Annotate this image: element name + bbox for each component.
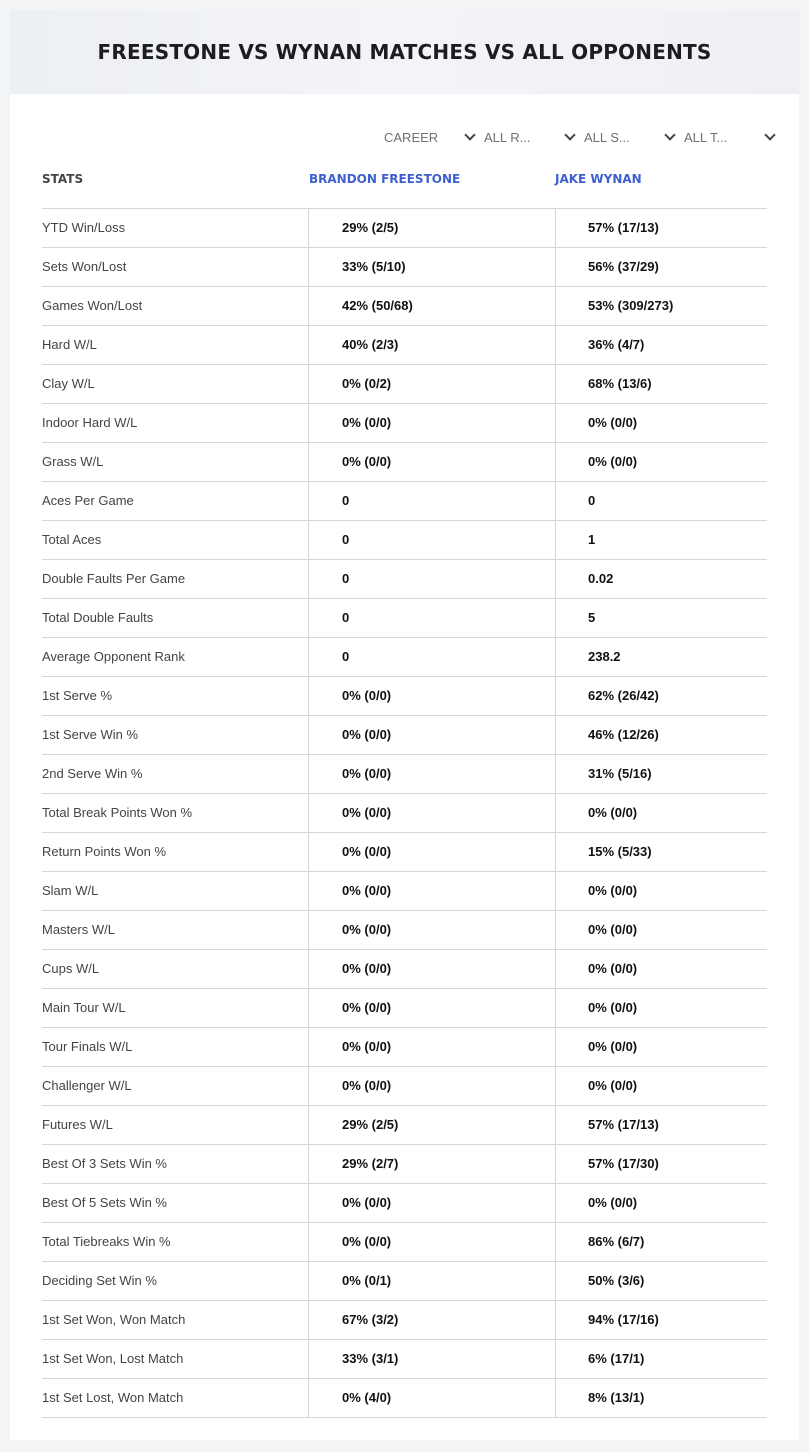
player2-value: 0% (0/0): [555, 911, 767, 949]
filter-bar: [384, 127, 784, 147]
player1-value: 0% (0/0): [308, 794, 554, 832]
player2-value: 1: [555, 521, 767, 559]
player1-value: 0% (0/0): [308, 1184, 554, 1222]
stat-label: 2nd Serve Win %: [42, 766, 143, 781]
player2-value: 57% (17/13): [555, 209, 767, 247]
stat-label: Grass W/L: [42, 454, 104, 469]
stat-label: Deciding Set Win %: [42, 1273, 157, 1288]
stat-label: 1st Serve Win %: [42, 727, 139, 742]
stat-label: Total Aces: [42, 532, 102, 547]
player1-value: 0% (0/0): [308, 1067, 554, 1105]
stat-label: YTD Win/Loss: [42, 220, 126, 235]
player2-value: 53% (309/273): [555, 287, 767, 325]
player2-value: 5: [555, 599, 767, 637]
stats-card: [10, 10, 799, 1440]
player1-value: 0% (0/0): [308, 872, 554, 910]
stat-label: Total Double Faults: [42, 610, 154, 625]
player2-value: 0% (0/0): [555, 989, 767, 1027]
player1-value: 40% (2/3): [308, 326, 554, 364]
filter-period-select[interactable]: [384, 127, 484, 147]
table-row: [42, 1262, 767, 1301]
table-row: [42, 1340, 767, 1379]
chevron-down-icon: [464, 129, 475, 140]
player2-value: 86% (6/7): [555, 1223, 767, 1261]
card-header: [10, 10, 799, 94]
player2-value: 8% (13/1): [555, 1379, 767, 1417]
player1-value: 42% (50/68): [308, 287, 554, 325]
player1-value: 33% (3/1): [308, 1340, 554, 1378]
table-row: [42, 911, 767, 950]
player1-value: 0% (0/0): [308, 677, 554, 715]
player2-value: 57% (17/13): [555, 1106, 767, 1144]
stat-label: Aces Per Game: [42, 493, 134, 508]
table-row: [42, 365, 767, 404]
player2-value: 0% (0/0): [555, 872, 767, 910]
stat-label: Indoor Hard W/L: [42, 415, 138, 430]
player2-value: 56% (37/29): [555, 248, 767, 286]
player2-link[interactable]: JAKE WYNAN: [555, 172, 642, 186]
table-row: [42, 1145, 767, 1184]
player2-value: 15% (5/33): [555, 833, 767, 871]
stat-label: Total Break Points Won %: [42, 805, 193, 820]
player1-value: 0: [308, 560, 554, 598]
table-row: [42, 326, 767, 365]
player2-value: 36% (4/7): [555, 326, 767, 364]
player1-value: 33% (5/10): [308, 248, 554, 286]
table-row: [42, 755, 767, 794]
stat-label: Clay W/L: [42, 376, 95, 391]
chevron-down-icon: [664, 129, 675, 140]
table-row: [42, 1379, 767, 1418]
stats-table-body: [42, 208, 767, 1418]
table-row: [42, 1223, 767, 1262]
player2-value: 238.2: [555, 638, 767, 676]
player2-value: 0% (0/0): [555, 1028, 767, 1066]
player1-link[interactable]: BRANDON FREESTONE: [309, 172, 461, 186]
player2-value: 62% (26/42): [555, 677, 767, 715]
stat-label: 1st Set Lost, Won Match: [42, 1390, 184, 1405]
player2-value: 0% (0/0): [555, 794, 767, 832]
stat-label: 1st Set Won, Lost Match: [42, 1351, 184, 1366]
table-row: [42, 287, 767, 326]
table-header: [42, 168, 767, 208]
stats-column-header: STATS: [42, 172, 84, 186]
stat-label: Return Points Won %: [42, 844, 167, 859]
player2-value: 68% (13/6): [555, 365, 767, 403]
player1-value: 67% (3/2): [308, 1301, 554, 1339]
stat-label: Double Faults Per Game: [42, 571, 186, 586]
player2-value: 0% (0/0): [555, 1184, 767, 1222]
player1-value: 29% (2/7): [308, 1145, 554, 1183]
player2-value: 6% (17/1): [555, 1340, 767, 1378]
filter-surface-label: ALL S...: [584, 129, 630, 145]
player1-value: 0: [308, 599, 554, 637]
filter-rank-label: ALL R...: [484, 129, 531, 145]
player2-value: 0% (0/0): [555, 404, 767, 442]
player1-value: 0% (0/0): [308, 755, 554, 793]
table-row: [42, 677, 767, 716]
table-row: [42, 1184, 767, 1223]
player2-value: 57% (17/30): [555, 1145, 767, 1183]
player1-value: 0: [308, 482, 554, 520]
chevron-down-icon: [564, 129, 575, 140]
player1-value: 29% (2/5): [308, 1106, 554, 1144]
table-row: [42, 560, 767, 599]
stat-label: Games Won/Lost: [42, 298, 143, 313]
player2-value: 0.02: [555, 560, 767, 598]
filter-period-label: CAREER: [384, 129, 439, 145]
stat-label: Challenger W/L: [42, 1078, 132, 1093]
player1-value: 29% (2/5): [308, 209, 554, 247]
table-row: [42, 950, 767, 989]
stat-label: Masters W/L: [42, 922, 115, 937]
stat-label: Average Opponent Rank: [42, 649, 185, 664]
player1-value: 0% (0/0): [308, 989, 554, 1027]
player2-value: 0% (0/0): [555, 1067, 767, 1105]
table-row: [42, 1067, 767, 1106]
player1-value: 0: [308, 638, 554, 676]
table-row: [42, 443, 767, 482]
player2-value: 0% (0/0): [555, 443, 767, 481]
stat-label: Cups W/L: [42, 961, 100, 976]
table-row: [42, 482, 767, 521]
table-row: [42, 599, 767, 638]
stat-label: Main Tour W/L: [42, 1000, 126, 1015]
player1-value: 0% (0/0): [308, 716, 554, 754]
table-row: [42, 794, 767, 833]
player1-value: 0% (0/0): [308, 443, 554, 481]
player1-value: 0% (0/0): [308, 1028, 554, 1066]
player2-value: 46% (12/26): [555, 716, 767, 754]
player1-value: 0% (0/0): [308, 911, 554, 949]
table-row: [42, 1106, 767, 1145]
player1-value: 0% (0/0): [308, 833, 554, 871]
filter-rank-select[interactable]: [484, 127, 584, 147]
table-row: [42, 872, 767, 911]
stat-label: Hard W/L: [42, 337, 97, 352]
stat-label: 1st Serve %: [42, 688, 113, 703]
stat-label: Best Of 3 Sets Win %: [42, 1156, 167, 1171]
table-row: [42, 1028, 767, 1067]
player2-value: 0: [555, 482, 767, 520]
stat-label: Total Tiebreaks Win %: [42, 1234, 171, 1249]
table-row: [42, 248, 767, 287]
chevron-down-icon: [764, 129, 775, 140]
player1-value: 0% (0/0): [308, 1223, 554, 1261]
player1-value: 0% (0/0): [308, 950, 554, 988]
table-row: [42, 1301, 767, 1340]
player1-value: 0% (0/1): [308, 1262, 554, 1300]
stat-label: Best Of 5 Sets Win %: [42, 1195, 167, 1210]
table-row: [42, 209, 767, 248]
player1-value: 0: [308, 521, 554, 559]
stat-label: Sets Won/Lost: [42, 259, 127, 274]
player1-value: 0% (0/0): [308, 404, 554, 442]
player2-value: 94% (17/16): [555, 1301, 767, 1339]
player1-value: 0% (4/0): [308, 1379, 554, 1417]
stat-label: Slam W/L: [42, 883, 99, 898]
filter-tournament-label: ALL T...: [684, 129, 728, 145]
stat-label: 1st Set Won, Won Match: [42, 1312, 186, 1327]
table-row: [42, 989, 767, 1028]
page-title: FREESTONE VS WYNAN MATCHES VS ALL OPPONENTS: [97, 40, 712, 64]
player1-value: 0% (0/2): [308, 365, 554, 403]
player2-value: 0% (0/0): [555, 950, 767, 988]
player2-value: 50% (3/6): [555, 1262, 767, 1300]
table-row: [42, 404, 767, 443]
table-row: [42, 638, 767, 677]
table-row: [42, 833, 767, 872]
player2-value: 31% (5/16): [555, 755, 767, 793]
table-row: [42, 521, 767, 560]
stat-label: Tour Finals W/L: [42, 1039, 133, 1054]
table-row: [42, 716, 767, 755]
filter-surface-select[interactable]: [584, 127, 684, 147]
filter-tournament-select[interactable]: [684, 127, 784, 147]
stat-label: Futures W/L: [42, 1117, 113, 1132]
